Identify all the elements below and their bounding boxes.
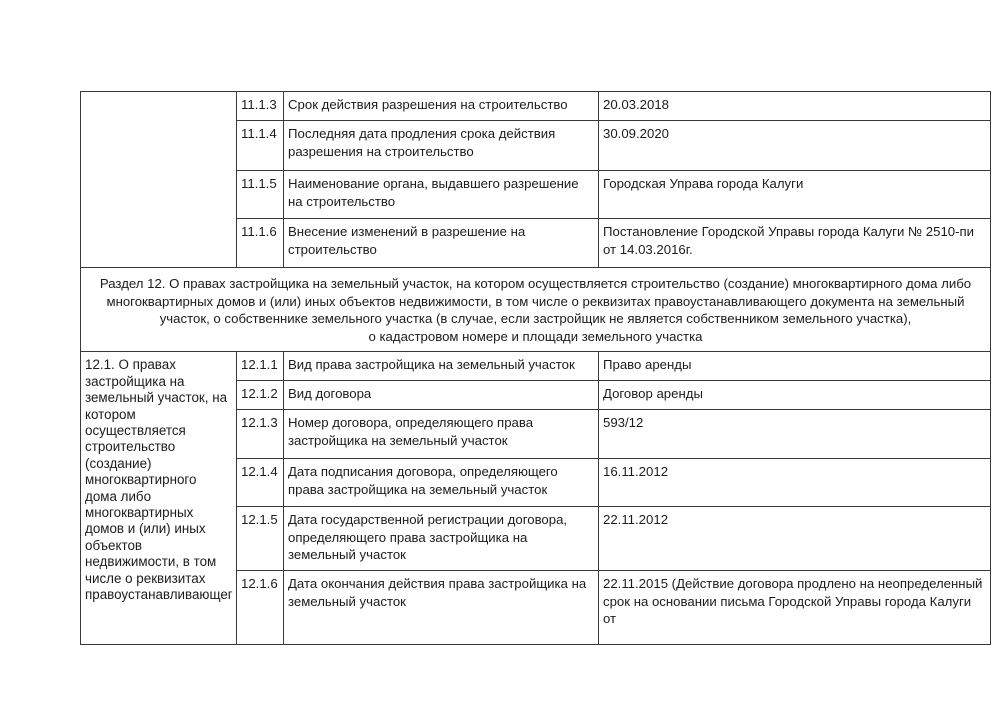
row-value: Постановление Городской Управы города Калуги № 2510-пи от 14.03.2016г.: [599, 219, 991, 268]
row-label: Вид договора: [284, 381, 599, 410]
row-label: Дата подписания договора, определяющего права застройщика на земельный участок: [284, 459, 599, 507]
row-value: Городская Управа города Калуги: [599, 171, 991, 219]
row-number: 12.1.1: [237, 352, 284, 381]
section-title-line: Раздел 12. О правах застройщика на земельный участок, на котором осуществляется строительство (создание) многоквартирного дома либо: [99, 276, 972, 291]
table-row-11-1-3: [81, 92, 991, 121]
row-value: Договор аренды: [599, 381, 991, 410]
row-value: 30.09.2020: [599, 121, 991, 171]
group-12-1-label: 12.1. О правах застройщика на земельный участок, на котором осуществляется строительство (создание) многоквартирного дома либо многоквартирных домов и (или) иных объектов недвижимости, в том числе о реквизитах правоустанавливающег: [81, 352, 237, 645]
row-number: 11.1.6: [237, 219, 284, 268]
row-label: Наименование органа, выдавшего разрешение на строительство: [284, 171, 599, 219]
row-label: Последняя дата продления срока действия разрешения на строительство: [284, 121, 599, 171]
row-label: Срок действия разрешения на строительство: [284, 92, 599, 121]
section-12-header-row: [81, 268, 991, 352]
row-value: 16.11.2012: [599, 459, 991, 507]
row-number: 11.1.3: [237, 92, 284, 121]
row-label: Дата окончания действия права застройщика на земельный участок: [284, 571, 599, 645]
row-number: 12.1.5: [237, 507, 284, 571]
row-value: 593/12: [599, 410, 991, 459]
empty-group-cell: [81, 92, 237, 268]
row-number: 11.1.4: [237, 121, 284, 171]
row-label: Номер договора, определяющего права застройщика на земельный участок: [284, 410, 599, 459]
section-title-line: участок, о собственнике земельного участка (в случае, если застройщик не является собственником земельного участка),: [159, 311, 912, 327]
row-number: 12.1.6: [237, 571, 284, 645]
developer-declaration-table: [80, 91, 991, 645]
row-label: Дата государственной регистрации договора, определяющего права застройщика на земельный участок: [284, 507, 599, 571]
section-12-title: [81, 268, 991, 352]
row-number: 11.1.5: [237, 171, 284, 219]
row-number: 12.1.2: [237, 381, 284, 410]
row-label: Вид права застройщика на земельный участок: [284, 352, 599, 381]
row-value: Право аренды: [599, 352, 991, 381]
row-value: 22.11.2015 (Действие договора продлено на неопределенный срок на основании письма Городской Управы города Калуги от: [599, 571, 991, 645]
row-label: Внесение изменений в разрешение на строительство: [284, 219, 599, 268]
row-value: 22.11.2012: [599, 507, 991, 571]
table-row-12-1-1: [81, 352, 991, 381]
row-value: 20.03.2018: [599, 92, 991, 121]
section-title-line: многоквартирных домов и (или) иных объектов недвижимости, в том числе о реквизитах правоустанавливающего документа на земельный: [106, 293, 965, 309]
section-title-line: о кадастровом номере и площади земельного участка: [368, 328, 703, 344]
row-number: 12.1.4: [237, 459, 284, 507]
row-number: 12.1.3: [237, 410, 284, 459]
